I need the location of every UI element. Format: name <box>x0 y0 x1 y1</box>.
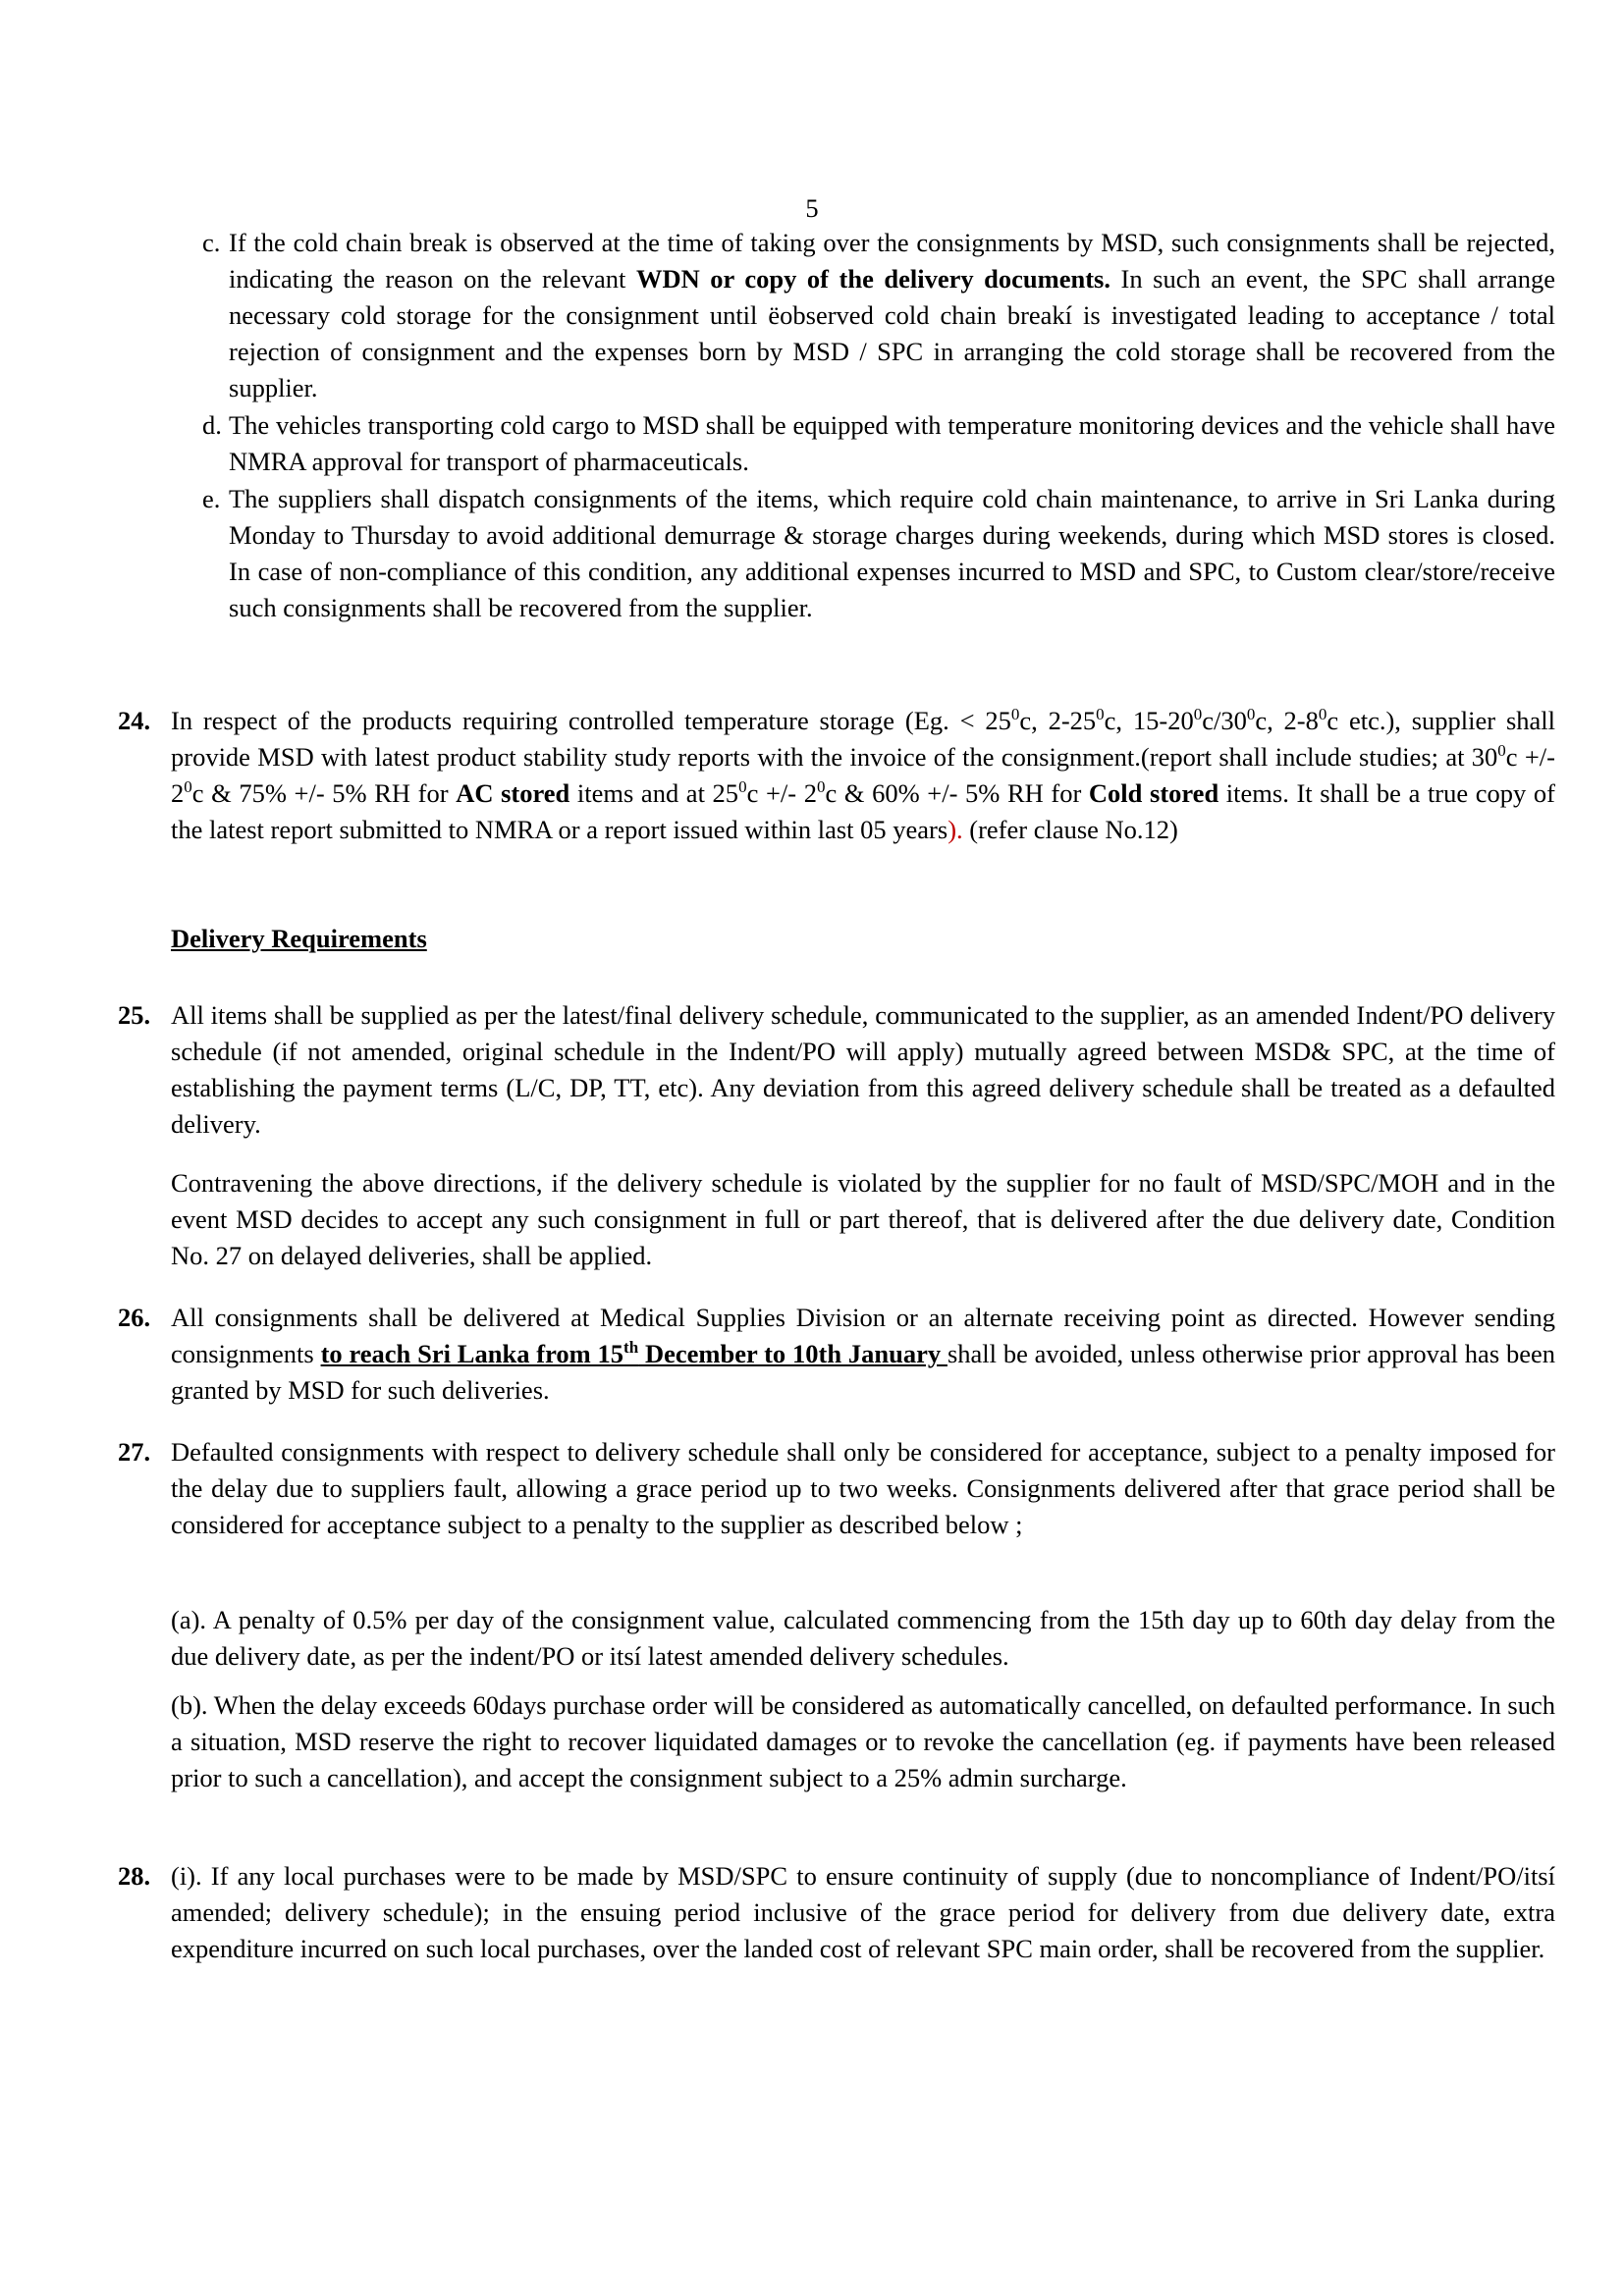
page-number: 5 <box>805 193 819 223</box>
clause-27-item-a: (a). A penalty of 0.5% per day of the consignment value, calculated commencing from the 15th day up to 60th day delay from the due delivery date, as per the indent/PO or itsí latest amended delivery schedules. <box>171 1605 1555 1671</box>
item-text: The vehicles transporting cold cargo to MSD shall be equipped with temperature monitoring devices and the vehicle shall have NMRA approval for transport of pharmaceuticals. <box>229 410 1555 476</box>
clause-number: 27. <box>118 1437 151 1467</box>
clause-28 <box>118 1858 1555 1967</box>
item-text: The suppliers shall dispatch consignments of the items, which require cold chain maintenance, to arrive in Sri Lanka during Monday to Thursday to avoid additional demurrage & storage charges during weekends, during which MSD stores is closed. In case of non-compliance of this condition, any additional expenses incurred to MSD and SPC, to Custom clear/store/receive such consignments shall be recovered from the supplier. <box>229 484 1555 622</box>
clause-text: In respect of the products requiring controlled temperature storage (Eg. < $25^0c$, $2-25^0c$, $15-20^0c/30^0c$, $2-8^0c$ etc.), supplier shall provide MSD with latest product stability study reports with the invoice of the consignment.(report shall include studies; at $30^0c$ +/- $2^0c$ & 75% +/- 5% RH for AC stored items and at $25^0c$ +/- $2^0c$ & 60% +/- 5% RH for Cold stored items. It shall be a true copy of the latest report submitted to NMRA or a report issued within last 05 years). (refer clause No.12) <box>171 705 1555 844</box>
section-heading: Delivery Requirements <box>171 924 427 953</box>
clause-text: (i). If any local purchases were to be made by MSD/SPC to ensure continuity of supply (due to noncompliance of Indent/PO/itsí amended; delivery schedule); in the ensuing period inclusive of the grace period for delivery from due delivery date, extra expenditure incurred on such local purchases, over the landed cost of relevant SPC main order, shall be recovered from the supplier. <box>171 1861 1555 1963</box>
clause-27-item-b: (b). When the delay exceeds 60days purchase order will be considered as automatically cancelled, on defaulted performance. In such a situation, MSD reserve the right to recover liquidated damages or to revoke the cancellation (eg. if payments have been released prior to such a cancellation), and accept the consignment subject to a 25% admin surcharge. <box>171 1690 1555 1792</box>
clause-number: 26. <box>118 1303 151 1332</box>
clause-26 <box>118 1300 1555 1409</box>
item-label: e. <box>202 484 221 513</box>
clause-27 <box>118 1434 1555 1543</box>
clause-text: All consignments shall be delivered at Medical Supplies Division or an alternate receiving point as directed. However sending consignments to reach Sri Lanka from 15th December to 10th January shall be avoided, unless otherwise prior approval has been granted by MSD for such deliveries. <box>171 1303 1555 1405</box>
cold-chain-item-c <box>202 225 1555 406</box>
item-label: c. <box>202 228 221 257</box>
clause-25-paragraph-2: Contravening the above directions, if the delivery schedule is violated by the supplier for no fault of MSD/SPC/MOH and in the event MSD decides to accept any such consignment in full or part thereof, that is delivered after the due delivery date, Condition No. 27 on delayed deliveries, shall be applied. <box>171 1168 1555 1270</box>
clause-number: 24. <box>118 706 151 735</box>
clause-text: Defaulted consignments with respect to delivery schedule shall only be considered for acceptance, subject to a penalty imposed for the delay due to suppliers fault, allowing a grace period up to two weeks. Consignments delivered after that grace period shall be considered for acceptance subject to a penalty to the supplier as described below ; <box>171 1437 1555 1539</box>
clause-24 <box>118 703 1555 848</box>
clause-number: 25. <box>118 1000 151 1030</box>
item-text: If the cold chain break is observed at the time of taking over the consignments by MSD, such consignments shall be rejected, indicating the reason on the relevant WDN or copy of the delivery documents. In such an event, the SPC shall arrange necessary cold storage for the consignment until ëobserved cold chain breakí is investigated leading to acceptance / total rejection of consignment and the expenses born by MSD / SPC in arranging the cold storage shall be recovered from the supplier. <box>229 228 1555 402</box>
clause-text: All items shall be supplied as per the latest/final delivery schedule, communicated to the supplier, as an amended Indent/PO delivery schedule (if not amended, original schedule in the Indent/PO will apply) mutually agreed between MSD& SPC, at the time of establishing the payment terms (L/C, DP, TT, etc). Any deviation from this agreed delivery schedule shall be treated as a defaulted delivery. <box>171 1000 1555 1139</box>
item-label: d. <box>202 410 222 440</box>
cold-chain-item-d <box>202 407 1555 480</box>
clause-number: 28. <box>118 1861 151 1891</box>
clause-25 <box>118 997 1555 1143</box>
cold-chain-item-e <box>202 481 1555 626</box>
